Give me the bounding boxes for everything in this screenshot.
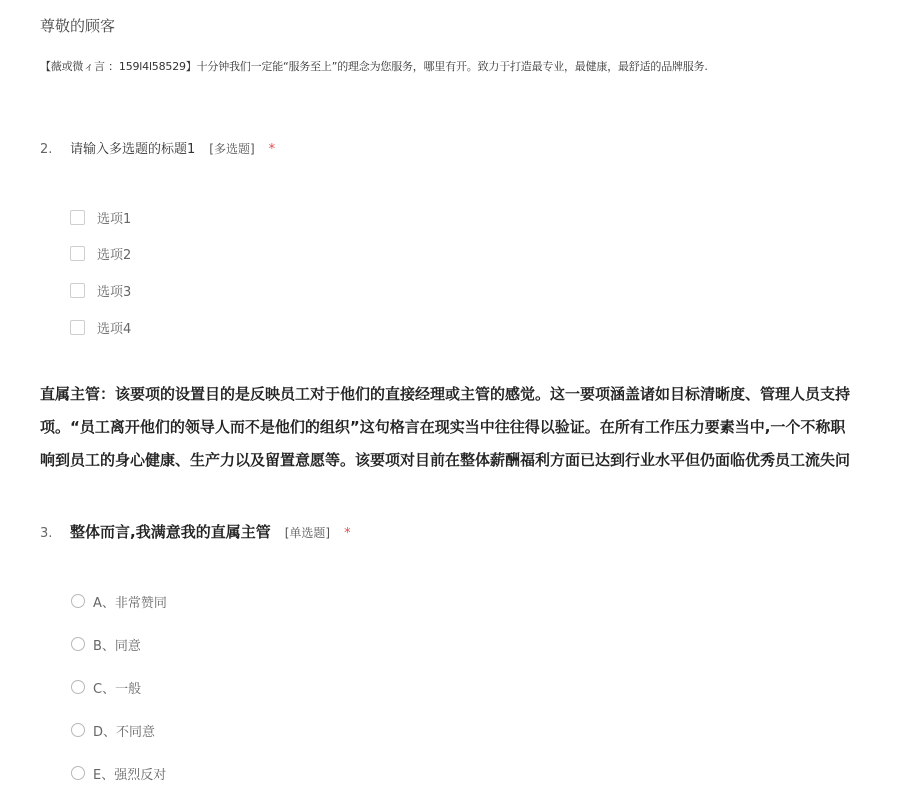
option-label: 选项1 [97, 211, 132, 227]
checkbox-option-4[interactable] [70, 317, 131, 337]
question-title: 请输入多选题的标题1 [70, 142, 196, 157]
greeting-text: 尊敬的顾客 [40, 17, 116, 35]
option-label: 选项3 [97, 284, 132, 300]
required-marker: * [344, 526, 351, 541]
option-label: E、强烈反对 [93, 767, 167, 783]
radio-icon[interactable] [71, 766, 85, 780]
radio-option-a[interactable] [70, 591, 167, 611]
question-2-header [40, 138, 275, 157]
radio-option-d[interactable] [70, 720, 155, 740]
description-line: 直属主管：该要项的设置目的是反映员工对于他们的直接经理或主管的感觉。这一要项涵盖诸如目标清晰度、管理人员支持 [40, 385, 851, 403]
radio-icon[interactable] [71, 723, 85, 737]
option-label: 选项4 [97, 321, 132, 337]
radio-option-c[interactable] [70, 677, 141, 697]
question-type-label: [多选题] [209, 142, 255, 156]
checkbox-icon[interactable] [70, 283, 85, 298]
question-type-label: [单选题] [284, 526, 331, 540]
option-label: A、非常赞同 [93, 595, 167, 611]
question-title: 整体而言,我满意我的直属主管 [70, 523, 271, 541]
question-3-header [40, 521, 351, 542]
intro-text: 【薇或微ィ言 ：159l4l58529】十分钟我们一定能“服务至上”的理念为您服务，哪里有开。致力于打造最专业，最健康，最舒适的品牌服务. [40, 60, 708, 73]
section-description [40, 378, 900, 477]
required-marker: * [268, 142, 276, 157]
option-label: D、不同意 [93, 724, 156, 740]
radio-icon[interactable] [71, 680, 85, 694]
radio-option-e[interactable] [70, 763, 166, 783]
checkbox-icon[interactable] [70, 320, 85, 335]
checkbox-icon[interactable] [70, 210, 85, 225]
option-label: C、一般 [93, 681, 142, 697]
checkbox-option-3[interactable] [70, 280, 131, 300]
radio-option-b[interactable] [70, 634, 141, 654]
description-line: 响到员工的身心健康、生产力以及留置意愿等。该要项对目前在整体薪酬福利方面已达到行业水平但仍面临优秀员工流失问 [40, 451, 851, 469]
question-number: 2. [40, 142, 53, 157]
checkbox-option-2[interactable] [70, 243, 131, 263]
question-number: 3. [40, 526, 53, 541]
option-label: 选项2 [97, 247, 132, 263]
checkbox-option-1[interactable] [70, 207, 131, 227]
radio-icon[interactable] [71, 637, 85, 651]
radio-icon[interactable] [71, 594, 85, 608]
description-line: 项。“员工离开他们的领导人而不是他们的组织”这句格言在现实当中往往得以验证。在所有工作压力要素当中,一个不称职 [40, 418, 846, 436]
checkbox-icon[interactable] [70, 246, 85, 261]
option-label: B、同意 [93, 638, 141, 654]
